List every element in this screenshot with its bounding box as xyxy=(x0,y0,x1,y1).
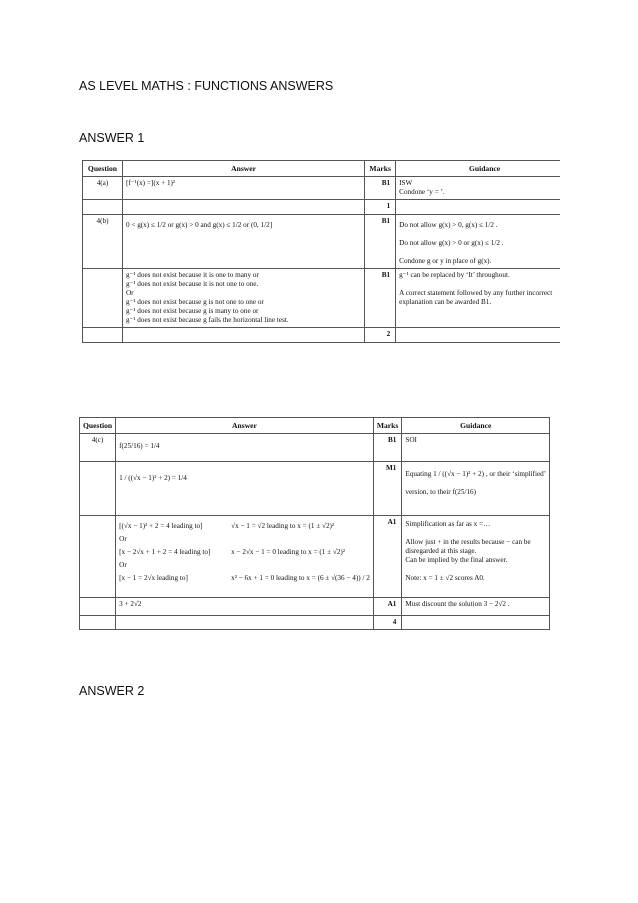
answer-text: 1 / ((√x − 1)² + 2) = 1/4 xyxy=(119,474,187,483)
guidance-line: version, to their f(25/16) xyxy=(405,488,477,497)
guidance-line: SOI xyxy=(405,436,417,445)
mark-code: B1 xyxy=(373,434,402,462)
answer-line: g⁻¹ does not exist because it is one to many or xyxy=(125,271,259,280)
mark-code: B1 xyxy=(365,215,396,269)
guidance-cell xyxy=(402,434,550,462)
answer-line xyxy=(119,522,370,531)
answer-cell xyxy=(116,434,374,462)
answer-line xyxy=(119,548,370,557)
guidance-line: Do not allow g(x) > 0 or g(x) ≤ 1/2 . xyxy=(399,239,504,248)
answer-cell xyxy=(122,177,364,200)
guidance-line: Do not allow g(x) > 0, g(x) ≤ 1/2 . xyxy=(399,221,498,230)
guidance-cell xyxy=(396,269,560,328)
answer-part: [x − 1 = 2√x leading to] xyxy=(119,574,188,583)
answer-cell xyxy=(116,462,374,516)
guidance-line: disregarded at this stage. xyxy=(405,547,477,556)
mark-scheme-table-1 xyxy=(82,160,560,343)
table-row xyxy=(80,516,550,598)
question-number: 4(a) xyxy=(83,177,123,200)
answer-line: g⁻¹ does not exist because g is many to one or xyxy=(125,307,259,316)
table-header-row xyxy=(83,161,561,177)
mark-code: B1 xyxy=(365,177,396,200)
guidance-line: Must discount the solution 3 − 2√2 . xyxy=(405,600,510,609)
answer-line: g⁻¹ does not exist because g fails the horizontal line test. xyxy=(125,316,289,325)
answer-cell xyxy=(122,269,364,328)
answer-line xyxy=(119,574,370,583)
mark-code: A1 xyxy=(373,598,402,616)
answer-line: Or xyxy=(125,289,134,298)
answer-part: x² − 6x + 1 = 0 leading to x = (6 ± √(36 − 4)) / 2 xyxy=(231,574,370,583)
answer-part: [x − 2√x + 1 + 2 = 4 leading to] xyxy=(119,548,211,557)
table-row xyxy=(83,177,561,200)
total-marks: 2 xyxy=(365,328,396,343)
answer-1-heading: ANSWER 1 xyxy=(79,131,145,145)
answer-line: g⁻¹ does not exist because it is not one to one. xyxy=(125,280,259,289)
header-guidance: Guidance xyxy=(402,418,550,434)
table-row xyxy=(80,462,550,516)
header-guidance: Guidance xyxy=(396,161,560,177)
answer-line: Or xyxy=(119,535,127,544)
answer-cell xyxy=(116,516,374,598)
header-marks: Marks xyxy=(365,161,396,177)
answer-line: Or xyxy=(119,561,127,570)
mark-code: A1 xyxy=(373,516,402,598)
guidance-line: Simplification as far as x =… xyxy=(405,520,491,529)
guidance-cell xyxy=(402,516,550,598)
answer-text: 3 + 2√2 xyxy=(119,600,142,609)
guidance-line: Condone g or y in place of g(x). xyxy=(399,257,492,266)
answer-part: √x − 1 = √2 leading to x = (1 ± √2)² xyxy=(231,522,335,531)
guidance-line: A correct statement followed by any further incorrect xyxy=(399,289,553,298)
total-marks: 4 xyxy=(373,616,402,630)
table-row xyxy=(80,616,550,630)
mark-code: B1 xyxy=(365,269,396,328)
table-row xyxy=(83,269,561,328)
question-number: 4(b) xyxy=(83,215,123,269)
mark-code: M1 xyxy=(373,462,402,516)
mark-scheme-table-2 xyxy=(79,417,550,630)
table-row xyxy=(83,215,561,269)
guidance-cell xyxy=(402,598,550,616)
table-header-row xyxy=(80,418,550,434)
answer-text: f(25/16) = 1/4 xyxy=(119,442,160,451)
header-marks: Marks xyxy=(373,418,402,434)
answer-text: [f⁻¹(x) =](x + 1)² xyxy=(125,179,176,188)
answer-cell xyxy=(116,598,374,616)
table-row xyxy=(83,200,561,215)
guidance-line: Can be implied by the final answer. xyxy=(405,556,508,565)
header-answer: Answer xyxy=(116,418,374,434)
guidance-cell xyxy=(396,177,560,200)
guidance-cell xyxy=(402,462,550,516)
answer-part: x − 2√x − 1 = 0 leading to x = (1 ± √2)² xyxy=(231,548,345,557)
guidance-line: explanation can be awarded B1. xyxy=(399,298,492,307)
answer-line: g⁻¹ does not exist because g is not one to one or xyxy=(125,298,264,307)
table-row xyxy=(80,434,550,462)
guidance-line: ISW xyxy=(399,179,413,188)
guidance-line: Note: x = 1 ± √2 scores A0. xyxy=(405,574,485,583)
page-title: AS LEVEL MATHS : FUNCTIONS ANSWERS xyxy=(79,79,334,93)
guidance-line: Condone ‘y = ’. xyxy=(399,188,445,197)
header-answer: Answer xyxy=(122,161,364,177)
table-row xyxy=(80,598,550,616)
answer-part: [(√x − 1)² + 2 = 4 leading to] xyxy=(119,522,203,531)
answer-2-heading: ANSWER 2 xyxy=(79,684,145,698)
guidance-line: Equating 1 / ((√x − 1)² + 2) , or their ‘simplified’ xyxy=(405,470,547,479)
guidance-cell xyxy=(396,215,560,269)
answer-text: 0 < g(x) ≤ 1/2 or g(x) > 0 and g(x) ≤ 1/2 or (0, 1/2] xyxy=(125,221,273,230)
question-number: 4(c) xyxy=(80,434,116,462)
header-question: Question xyxy=(83,161,123,177)
guidance-line: g⁻¹ can be replaced by ‘It’ throughout. xyxy=(399,271,510,280)
header-question: Question xyxy=(80,418,116,434)
guidance-line: Allow just + in the results because − can be xyxy=(405,538,531,547)
answer-cell xyxy=(122,215,364,269)
subtotal-marks: 1 xyxy=(365,200,396,215)
table-row xyxy=(83,328,561,343)
